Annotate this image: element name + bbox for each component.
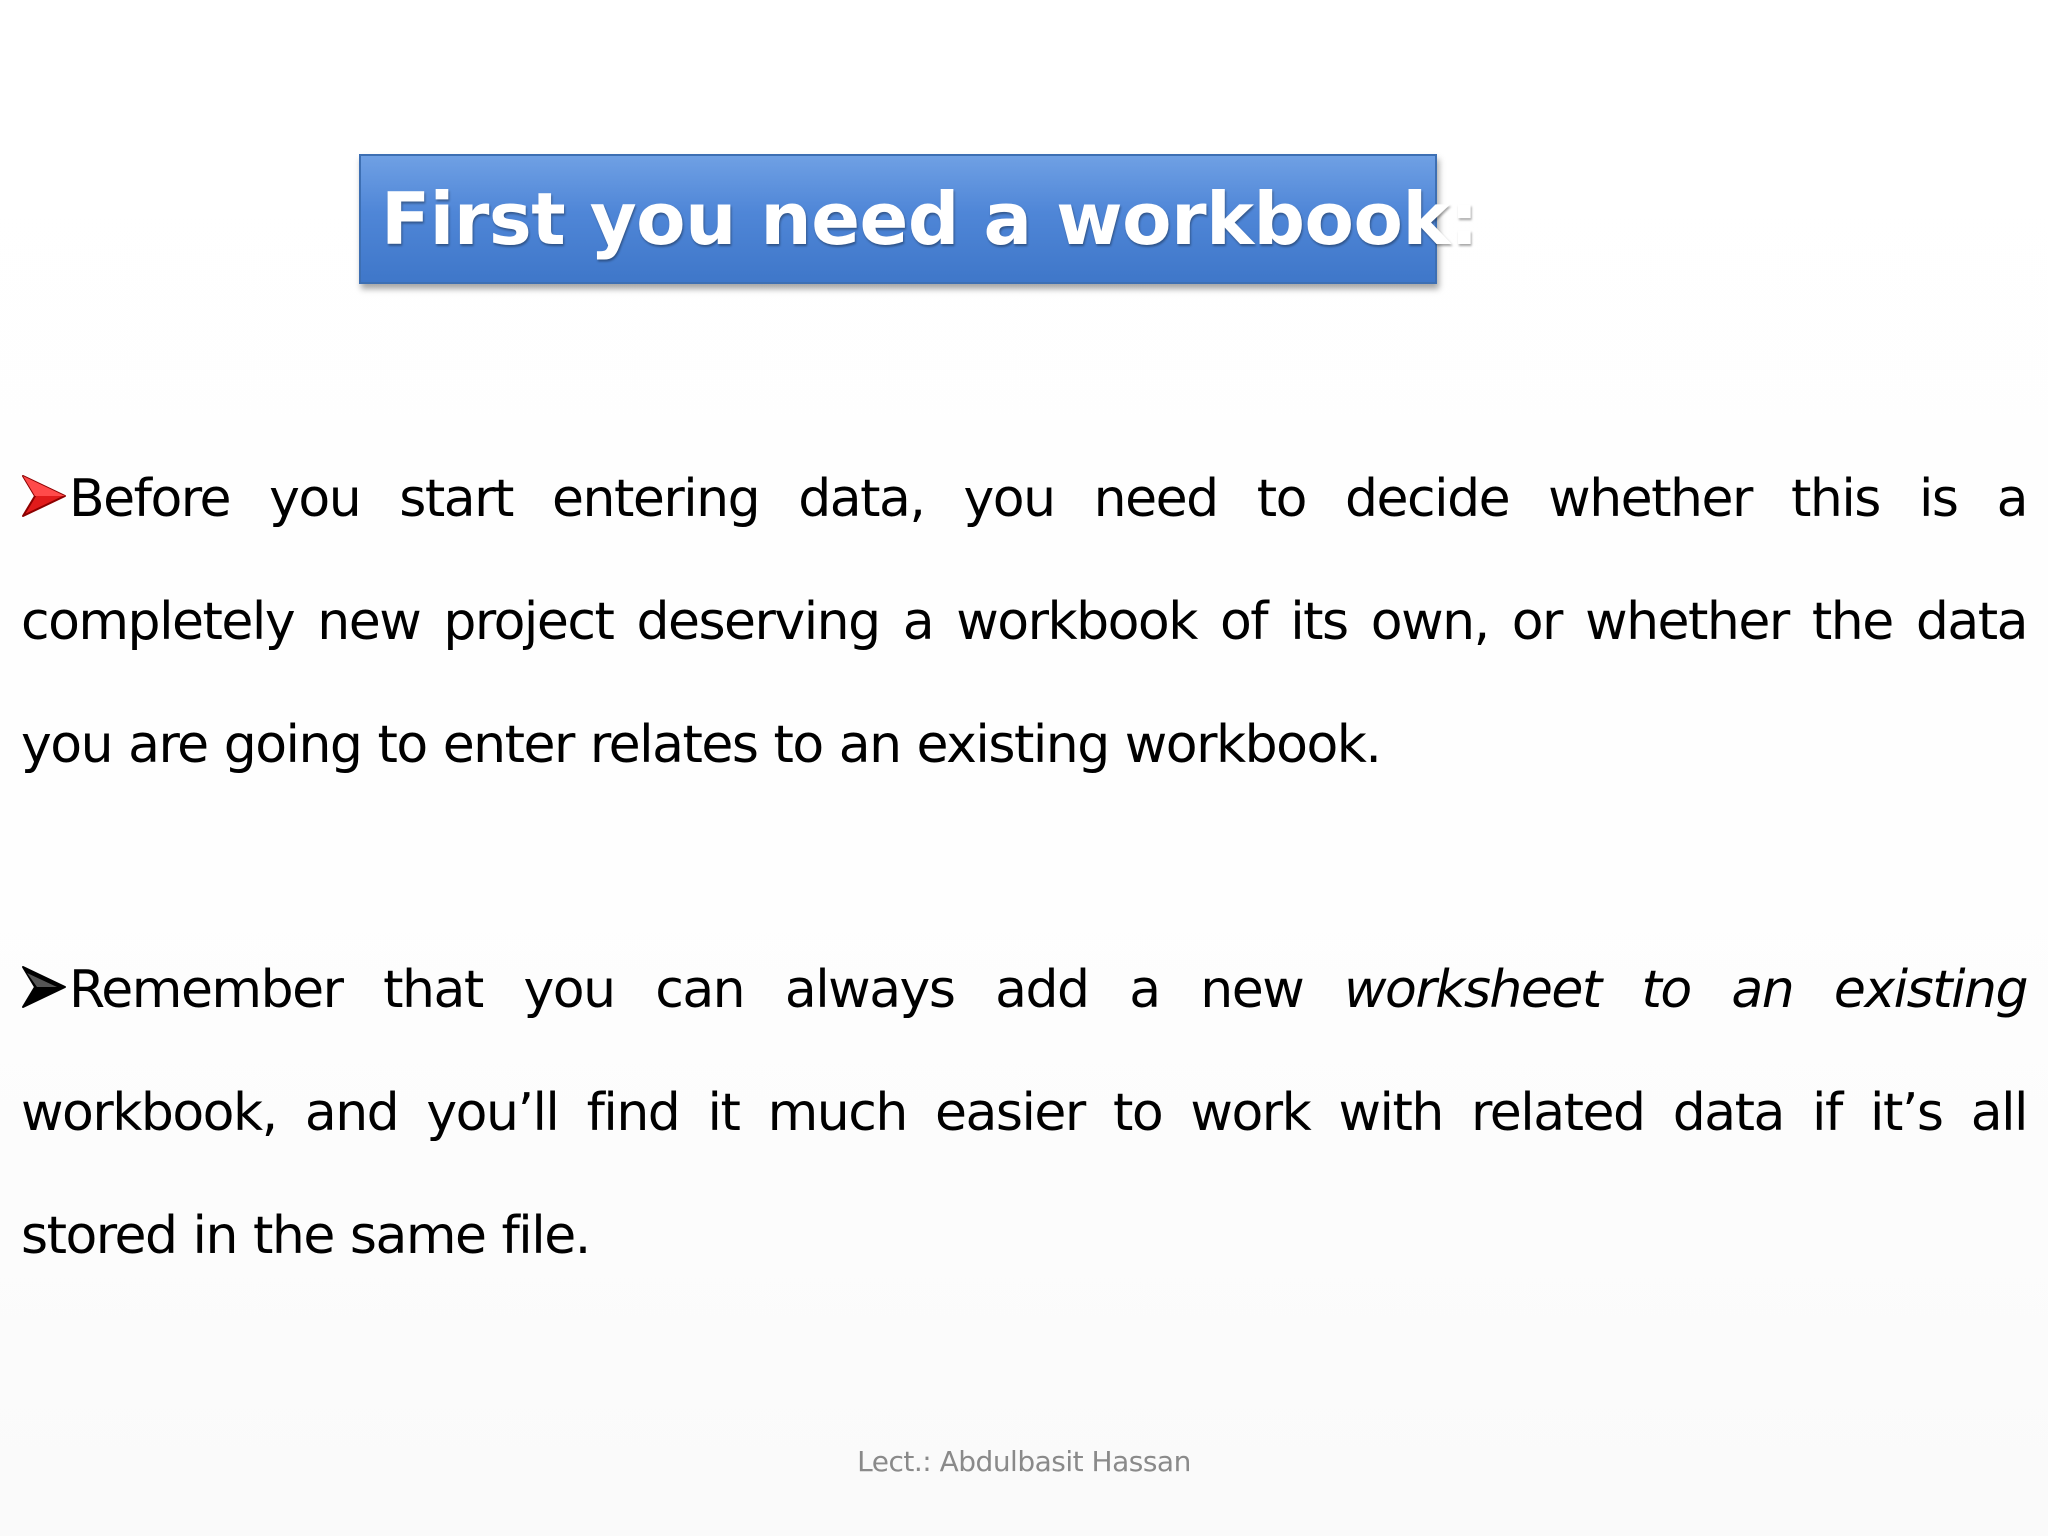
red-arrowhead-bullet-icon <box>21 474 67 518</box>
bullet-2-text-end: workbook, and you’ll find it much easier to work with related data if it’s all stored in the same file. <box>21 1083 2027 1266</box>
bullet-item-2 <box>21 929 2027 1298</box>
bullet-2-italic-text: worksheet to an existing <box>1343 960 2027 1020</box>
title-box <box>359 154 1479 284</box>
footer-lecturer: Lect.: Abdulbasit Hassan <box>857 1445 1191 1478</box>
bullet-item-1 <box>21 438 2027 807</box>
bullet-1-text: Before you start entering data, you need to decide whether this is a completely new project deserving a workbook of its own, or whether the data you are going to enter relates to an existing workbook. <box>21 469 2027 775</box>
black-arrowhead-bullet-icon <box>21 965 67 1009</box>
slide-title: First you need a workbook: <box>381 177 1479 261</box>
bullet-2-text-start: Remember that you can always add a new <box>69 960 1344 1020</box>
